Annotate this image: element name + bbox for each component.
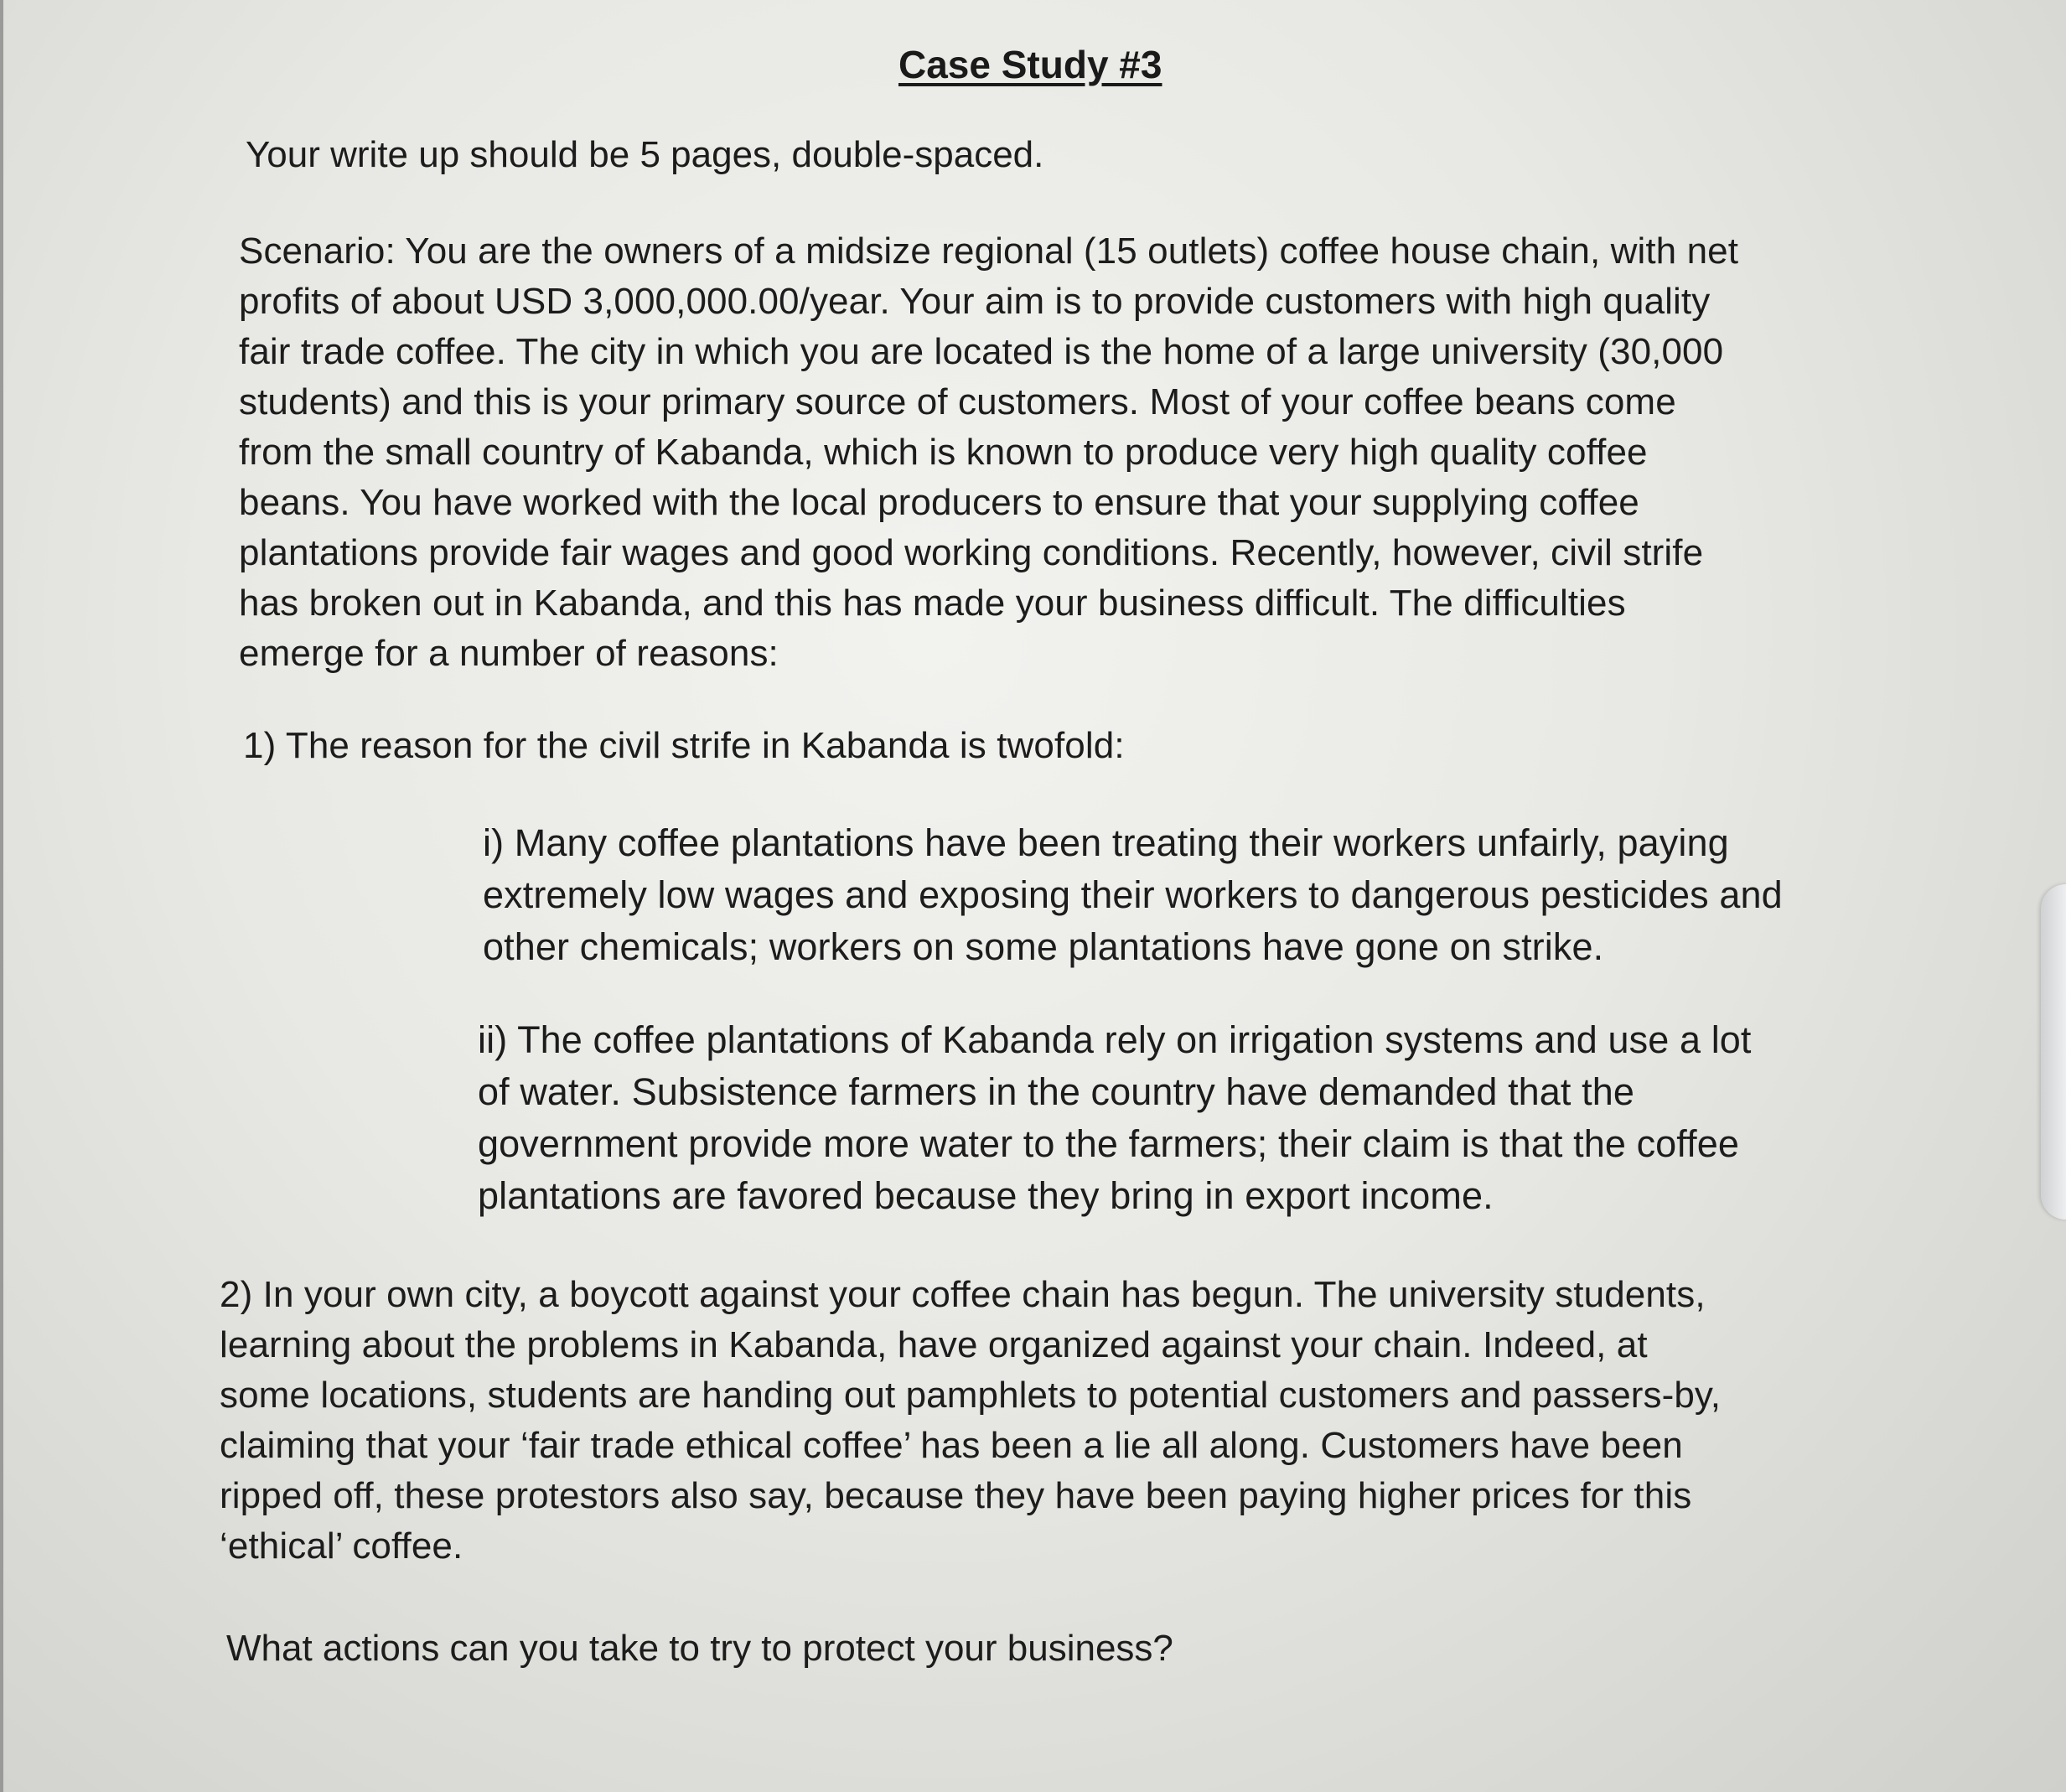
- reason-1-ii-paragraph: [478, 1014, 1752, 1222]
- text-line: Scenario: You are the owners of a midsize regional (15 outlets) coffee house chain, with net: [239, 230, 1739, 272]
- text-line: government provide more water to the farmers; their claim is that the coffee: [478, 1122, 1739, 1165]
- reason-2-paragraph: [220, 1270, 1721, 1572]
- text-line: ripped off, these protestors also say, because they have been paying higher prices for this: [220, 1475, 1692, 1516]
- device-edge: [2041, 884, 2066, 1220]
- text-line: emerge for a number of reasons:: [239, 633, 779, 674]
- text-line: plantations provide fair wages and good working conditions. Recently, however, civil strife: [239, 532, 1704, 573]
- text-line: 2) In your own city, a boycott against your coffee chain has begun. The university students,: [220, 1274, 1706, 1315]
- text-line: some locations, students are handing out pamphlets to potential customers and passers-by,: [220, 1375, 1722, 1416]
- text-line: has broken out in Kabanda, and this has made your business difficult. The difficulties: [239, 583, 1626, 624]
- text-line: of water. Subsistence farmers in the country have demanded that the: [478, 1070, 1634, 1113]
- text-line: plantations are favored because they bring in export income.: [478, 1174, 1494, 1217]
- scenario-paragraph: [239, 226, 1738, 679]
- closing-question: What actions can you take to try to protect your business?: [226, 1628, 1173, 1669]
- text-line: profits of about USD 3,000,000.00/year. Your aim is to provide customers with high quality: [239, 281, 1711, 322]
- text-line: fair trade coffee. The city in which you are located is the home of a large university (30,000: [239, 331, 1724, 372]
- instruction-text: Your write up should be 5 pages, double-spaced.: [246, 134, 1044, 175]
- text-line: ‘ethical’ coffee.: [220, 1525, 463, 1567]
- reason-1-i-paragraph: [483, 817, 1783, 973]
- text-line: from the small country of Kabanda, which is known to produce very high quality coffee: [239, 432, 1648, 473]
- text-line: students) and this is your primary source of customers. Most of your coffee beans come: [239, 381, 1676, 422]
- text-line: extremely low wages and exposing their workers to dangerous pesticides and: [483, 873, 1783, 916]
- text-line: other chemicals; workers on some plantations have gone on strike.: [483, 925, 1604, 968]
- reason-1-heading: 1) The reason for the civil strife in Kabanda is twofold:: [243, 725, 1125, 766]
- text-line: i) Many coffee plantations have been treating their workers unfairly, paying: [483, 821, 1729, 864]
- paper-edge: [0, 0, 3, 1792]
- text-line: learning about the problems in Kabanda, have organized against your chain. Indeed, at: [220, 1324, 1648, 1365]
- text-line: claiming that your ‘fair trade ethical coffee’ has been a lie all along. Customers have been: [220, 1425, 1683, 1466]
- text-line: ii) The coffee plantations of Kabanda rely on irrigation systems and use a lot: [478, 1018, 1752, 1061]
- page-title: Case Study #3: [898, 43, 1162, 86]
- text-line: beans. You have worked with the local producers to ensure that your supplying coffee: [239, 482, 1639, 523]
